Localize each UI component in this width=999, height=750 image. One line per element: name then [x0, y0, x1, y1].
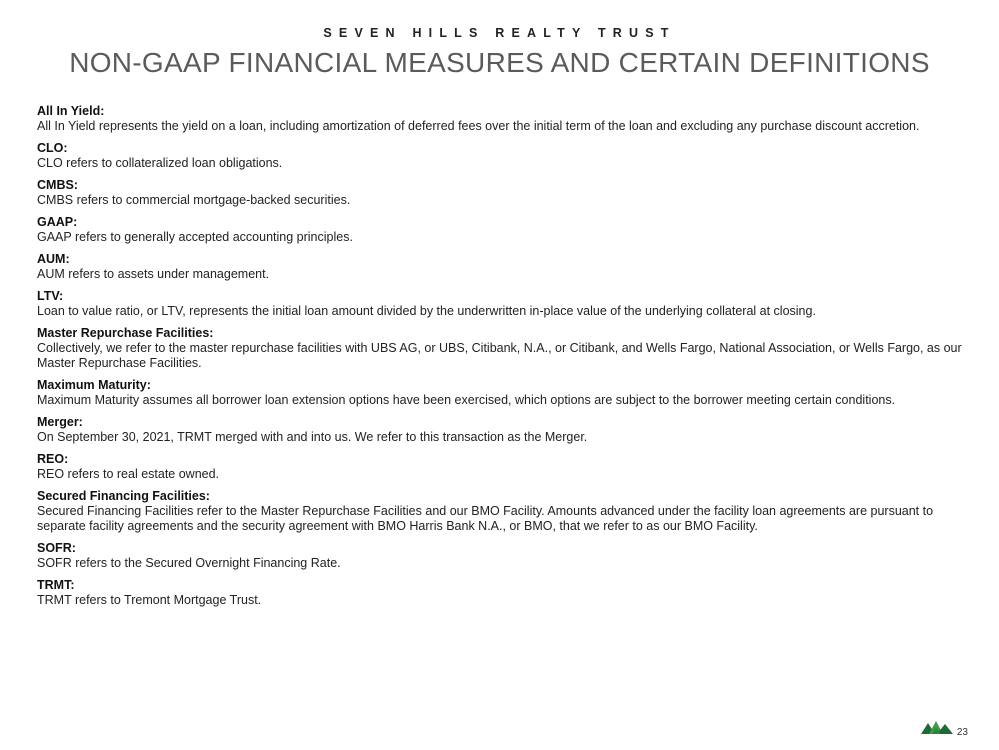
- definition-text: TRMT refers to Tremont Mortgage Trust.: [37, 592, 262, 607]
- definition-term: REO:: [37, 452, 69, 466]
- definition-all-in-yield: [37, 104, 972, 134]
- definition-secured-financing-facilities: [37, 489, 972, 534]
- definition-aum: [37, 252, 972, 282]
- page-footer: [921, 720, 968, 739]
- definition-maximum-maturity: [37, 378, 972, 408]
- definition-term: All In Yield:: [37, 104, 105, 118]
- definition-sofr: [37, 541, 972, 571]
- definition-text: Secured Financing Facilities refer to the Master Repurchase Facilities and our BMO Facility. Amounts advanced under the facility loan agreements are pursuant to separate facility agreements and the security agreement with BMO Harris Bank N.A., or BMO, that we refer to as our BMO Facility.: [37, 503, 934, 533]
- definition-term: CMBS:: [37, 178, 78, 192]
- definition-term: Merger:: [37, 415, 83, 429]
- definition-ltv: [37, 289, 972, 319]
- definition-term: GAAP:: [37, 215, 78, 229]
- definition-text: AUM refers to assets under management.: [37, 266, 270, 281]
- definition-text: Collectively, we refer to the master repurchase facilities with UBS AG, or UBS, Citibank, N.A., or Citibank, and Wells Fargo, National Association, or Wells Fargo, as our Master Repurchase Facilities.: [37, 340, 962, 370]
- definition-trmt: [37, 578, 972, 608]
- definition-text: Maximum Maturity assumes all borrower loan extension options have been exercised, which options are subject to the borrower meeting certain conditions.: [37, 392, 896, 407]
- definition-merger: [37, 415, 972, 445]
- definition-term: TRMT:: [37, 578, 75, 592]
- definition-text: REO refers to real estate owned.: [37, 466, 220, 481]
- definitions-list: [37, 104, 972, 615]
- definition-text: All In Yield represents the yield on a loan, including amortization of deferred fees over the initial term of the loan and excluding any purchase discount accretion.: [37, 118, 920, 133]
- definition-term: Master Repurchase Facilities:: [37, 326, 214, 340]
- page-title: NON-GAAP FINANCIAL MEASURES AND CERTAIN DEFINITIONS: [69, 47, 930, 78]
- page-number: 23: [956, 727, 968, 738]
- definition-text: CLO refers to collateralized loan obligations.: [37, 155, 283, 170]
- definition-text: SOFR refers to the Secured Overnight Financing Rate.: [37, 555, 341, 570]
- definition-clo: [37, 141, 972, 171]
- definition-term: Secured Financing Facilities:: [37, 489, 210, 503]
- company-name: SEVEN HILLS REALTY TRUST: [323, 26, 676, 40]
- definition-term: Maximum Maturity:: [37, 378, 151, 392]
- definition-text: Loan to value ratio, or LTV, represents the initial loan amount divided by the underwritten in-place value of the underlying collateral at closing.: [37, 303, 816, 318]
- definition-term: AUM:: [37, 252, 70, 266]
- definition-cmbs: [37, 178, 972, 208]
- definition-term: SOFR:: [37, 541, 76, 555]
- definition-text: CMBS refers to commercial mortgage-backed securities.: [37, 192, 351, 207]
- definition-gaap: [37, 215, 972, 245]
- definition-term: CLO:: [37, 141, 68, 155]
- seven-hills-mountains-icon: [921, 720, 953, 739]
- definition-term: LTV:: [37, 289, 64, 303]
- definition-text: GAAP refers to generally accepted accounting principles.: [37, 229, 353, 244]
- definition-master-repurchase-facilities: [37, 326, 972, 371]
- definition-reo: [37, 452, 972, 482]
- definition-text: On September 30, 2021, TRMT merged with and into us. We refer to this transaction as the Merger.: [37, 429, 588, 444]
